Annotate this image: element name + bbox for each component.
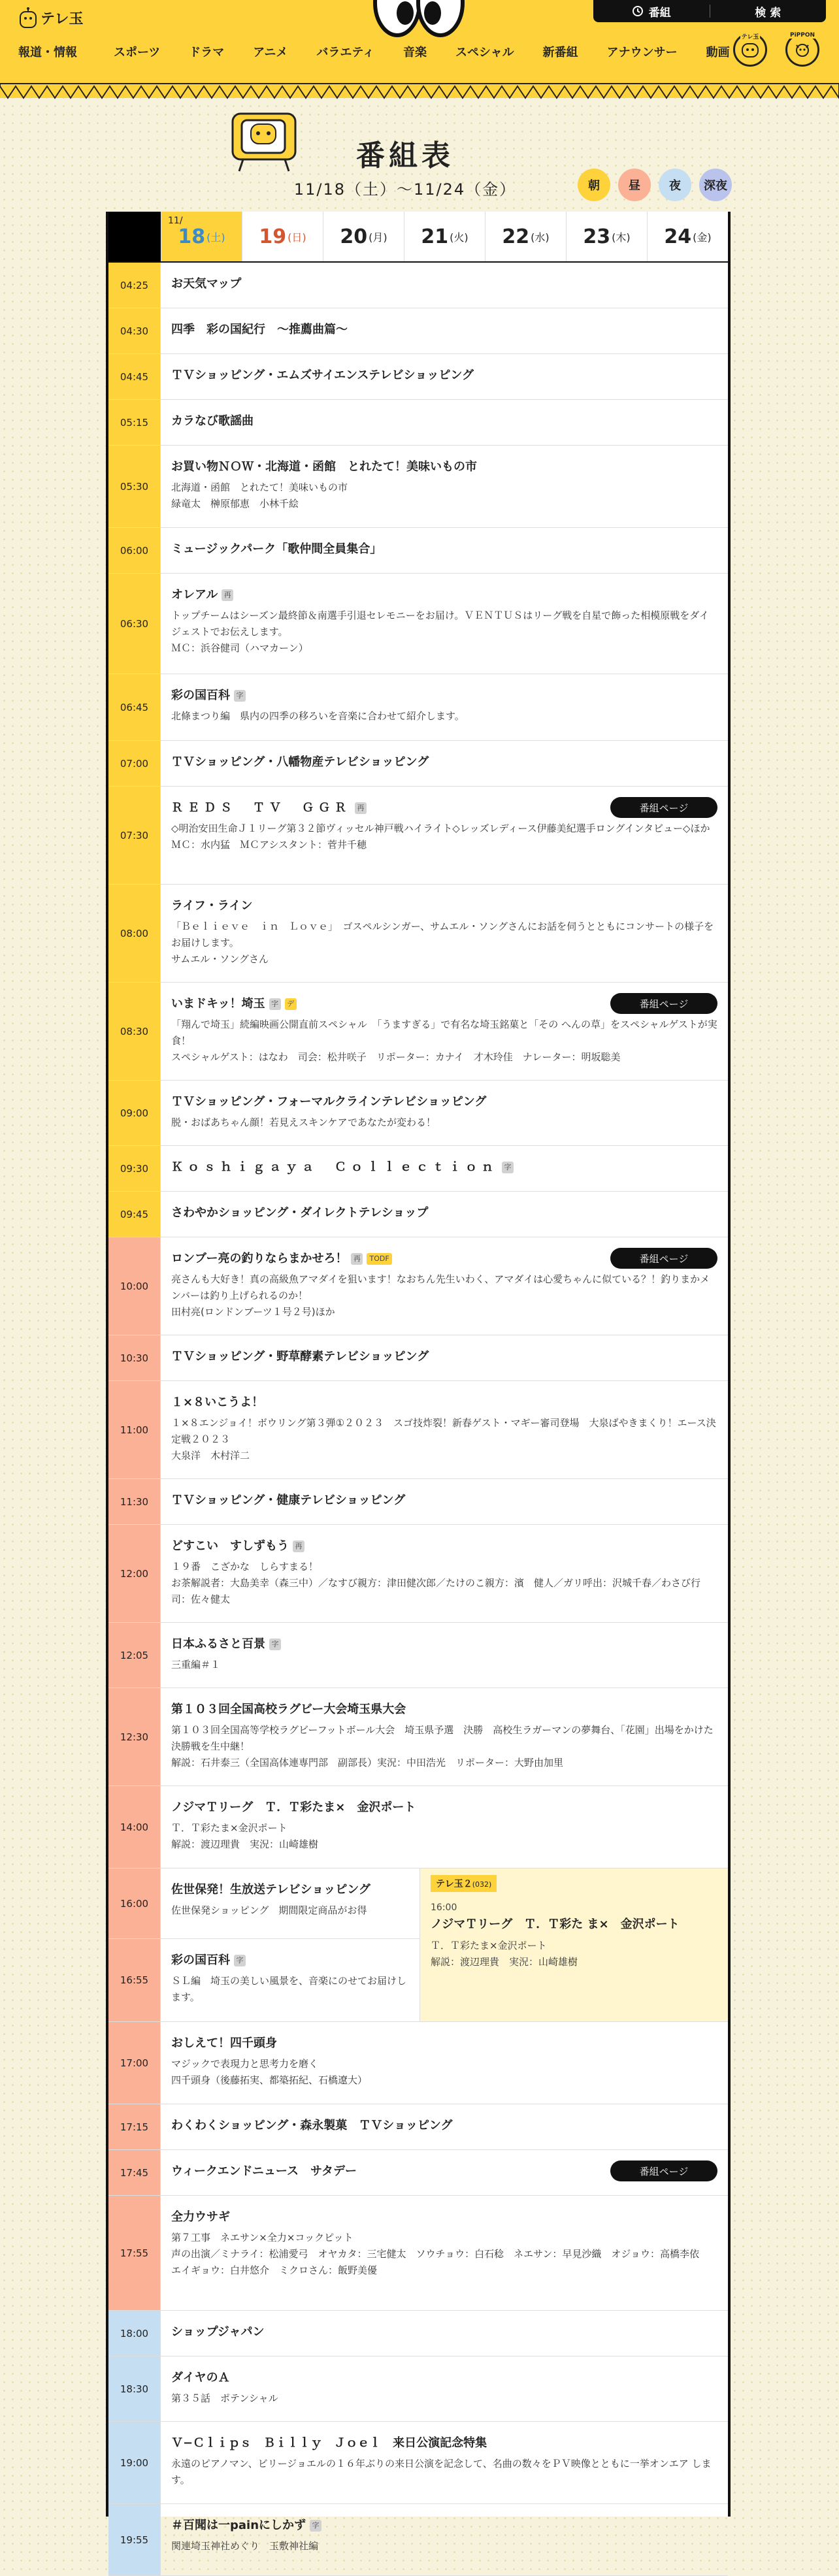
nav-news[interactable]: 報道・情報 <box>18 46 77 59</box>
program-cast: 解説：渡辺理貴 実況：山崎雄樹 <box>171 1838 319 1850</box>
program-time: 04:25 <box>108 263 161 308</box>
program-page-button[interactable]: 番組ページ <box>610 2160 717 2181</box>
nav-videos[interactable]: 動画 <box>706 46 730 59</box>
program-time: 17:00 <box>108 2022 161 2104</box>
program-row[interactable] <box>108 2311 728 2356</box>
teletama-mascot-icon <box>20 7 37 29</box>
time-of-day-filter <box>578 169 732 201</box>
program-title[interactable]: ロンブー亮の釣りならまかせろ！ <box>171 1252 348 1265</box>
program-row[interactable] <box>108 1623 728 1688</box>
pippon-link[interactable] <box>785 33 819 67</box>
program-row[interactable] <box>108 308 728 354</box>
teletama-character-icon <box>740 41 760 58</box>
todf-badge: TODF <box>367 1253 391 1265</box>
program-title[interactable]: ダイヤのＡ <box>171 2371 230 2385</box>
program-time: 19:55 <box>108 2504 161 2575</box>
program-description: 北海道・函館 とれたて！美味いもの市 <box>171 481 348 493</box>
program-row[interactable] <box>108 1525 728 1623</box>
program-time: 06:45 <box>108 674 161 740</box>
program-time: 10:30 <box>108 1335 161 1380</box>
pippon-icon-label: PiPPON <box>789 32 815 39</box>
rerun-badge: 再 <box>222 589 233 601</box>
search-label: 検 索 <box>755 6 781 20</box>
clock-icon <box>632 5 644 17</box>
night-button[interactable]: 夜 <box>659 169 691 201</box>
program-title[interactable]: 全力ウサギ <box>171 2210 230 2224</box>
caption-badge: 字 <box>234 690 246 702</box>
tab-day-of-week: (日) <box>288 231 306 244</box>
program-guide-label: 番組 <box>648 6 671 20</box>
program-time: 16:55 <box>108 1939 161 2021</box>
program-time: 11:00 <box>108 1381 161 1478</box>
program-page-button[interactable]: 番組ページ <box>610 993 717 1014</box>
program-row[interactable] <box>108 787 728 885</box>
program-row[interactable] <box>108 446 728 528</box>
program-cast: 四千頭身（後藤拓実、都築拓紀、石橋遼大） <box>171 2074 368 2086</box>
program-title[interactable]: 日本ふるさと百景 <box>171 1637 265 1651</box>
program-title[interactable]: 四季 彩の国紀行 〜推薦曲篇〜 <box>171 323 348 336</box>
program-row[interactable] <box>108 400 728 446</box>
program-cast: 解説：石井泰三（全国高体連専門部 副部長）実況：中田浩光 リポーター：大野由加里 <box>171 1757 564 1769</box>
program-row[interactable] <box>108 1688 728 1786</box>
caption-badge: 字 <box>502 1162 514 1173</box>
program-time: 09:30 <box>108 1146 161 1191</box>
program-guide-link[interactable] <box>593 3 710 20</box>
subchannel-cast: 解説：渡辺理貴 実況：山崎雄樹 <box>431 1956 578 1968</box>
program-title[interactable]: １×８いこうよ！ <box>171 1395 264 1409</box>
tab-day-number: 20 <box>340 225 368 248</box>
program-title[interactable]: ＴＶショッピング・野草酵素テレビショッピング <box>171 1350 429 1363</box>
program-time: 12:05 <box>108 1623 161 1687</box>
program-title[interactable]: ＴＶショッピング・フォーマルクラインテレビショッピング <box>171 1095 487 1109</box>
tab-day-of-week: (金) <box>693 231 712 244</box>
tab-day-number: 22 <box>502 225 530 248</box>
program-description: 第１０３回全国高等学校ラグビーフットボール大会 埼玉県予選 決勝 高校生ラガーマンの夢舞台、「花園」出場をかけた決勝戦を生中継！ <box>171 1724 714 1752</box>
program-time: 05:30 <box>108 446 161 527</box>
tab-month: 11/ <box>168 216 183 226</box>
program-title[interactable]: Ｋｏｓｈｉｇａｙａ Ｃｏｌｌｅｃｔｉｏｎ <box>171 1160 498 1174</box>
nav-new-programs[interactable]: 新番組 <box>542 46 578 59</box>
site-header <box>0 0 839 98</box>
program-row[interactable] <box>108 1146 728 1192</box>
program-description: Ｔ．Ｔ彩たま×金沢ポート <box>171 1822 288 1834</box>
program-description: 第３５話 ポテンシャル <box>171 2392 278 2404</box>
program-schedule <box>106 212 731 2552</box>
program-description: トップチームはシーズン最終節＆南選手引退セレモニーをお届け。ＶＥＮＴＵＳはリーグ戦を自星で飾った相模原戦をダイジェストでお伝えします。 <box>171 610 709 638</box>
program-row[interactable] <box>108 574 728 674</box>
program-row[interactable] <box>108 2504 728 2576</box>
program-cast: 大泉洋 木村洋二 <box>171 1450 250 1461</box>
caption-badge: 字 <box>269 998 281 1010</box>
tv-mascot-icon <box>230 110 298 174</box>
program-cast: 田村亮(ロンドンブーツ１号２号)ほか <box>171 1306 335 1318</box>
program-page-button[interactable]: 番組ページ <box>610 1248 717 1269</box>
program-time: 16:00 <box>108 1868 161 1938</box>
program-row[interactable] <box>108 1381 728 1479</box>
date-range: 11/18（土）〜11/24（金） <box>293 180 517 199</box>
program-title[interactable]: ＴＶショッピング・エムズサイエンステレビショッピング <box>171 368 474 382</box>
tab-day-of-week: (水) <box>531 231 550 244</box>
nav-variety[interactable]: バラエティ <box>316 46 374 59</box>
subchannel-program[interactable] <box>420 1868 728 2021</box>
tab-day-number: 19 <box>259 225 287 248</box>
program-title[interactable]: 彩の国百科 <box>171 689 230 702</box>
program-row[interactable] <box>108 1868 420 1939</box>
program-title[interactable]: 第１０３回全国高校ラグビー大会埼玉県大会 <box>171 1703 406 1716</box>
program-title[interactable]: 佐世保発！生放送テレビショッピング <box>171 1883 370 1897</box>
tab-day-number: 21 <box>421 225 449 248</box>
tab-day-22[interactable] <box>485 212 566 261</box>
program-row[interactable] <box>108 674 728 741</box>
nav-special[interactable]: スペシャル <box>455 46 514 59</box>
nav-icon-group <box>733 33 819 67</box>
nav-music[interactable]: 音楽 <box>403 46 427 59</box>
split-block <box>108 1868 728 2022</box>
program-title[interactable]: ＃百聞は一painにしかず <box>171 2519 306 2532</box>
program-title[interactable]: ＲＥＤＳ ＴＶ ＧＧＲ <box>171 801 351 815</box>
program-time: 14:00 <box>108 1786 161 1868</box>
tab-day-19[interactable] <box>242 212 323 261</box>
program-description: 「翔んで埼玉」続編映画公開直前スペシャル 「うますぎる」で有名な埼玉銘菓と「その へんの草」をスペシャルゲストが実食！ <box>171 1019 717 1047</box>
tab-day-18[interactable] <box>161 212 242 261</box>
program-time: 08:30 <box>108 983 161 1080</box>
header-zigzag-edge <box>0 84 839 99</box>
tab-day-23[interactable] <box>566 212 647 261</box>
tab-day-of-week: (月) <box>369 231 387 244</box>
program-time: 18:00 <box>108 2311 161 2356</box>
program-row[interactable] <box>108 741 728 787</box>
program-title[interactable]: さわやかショッピング・ダイレクトテレショップ <box>171 1206 429 1220</box>
program-time: 06:00 <box>108 528 161 573</box>
program-title[interactable]: ミュージックパーク「歌仲間全員集合」 <box>171 542 382 556</box>
subchannel-tag <box>431 1875 497 1892</box>
program-row[interactable] <box>108 1081 728 1146</box>
program-description: 脱・おばあちゃん顔！若見えスキンケアであなたが変わる！ <box>171 1117 436 1128</box>
program-row[interactable] <box>108 983 728 1081</box>
program-title[interactable]: わくわくショッピング・森永製菓 ＴＶショッピング <box>171 2119 453 2132</box>
date-tabs <box>108 212 728 263</box>
tab-day-20[interactable] <box>323 212 404 261</box>
program-title[interactable]: Ｖ−Ｃｌｉｐｓ Ｂｉｌｌｙ Ｊｏｅｌ 来日公演記念特集 <box>171 2436 487 2450</box>
subchannel-time: 16:00 <box>431 1902 457 1913</box>
program-time: 04:30 <box>108 308 161 353</box>
program-row[interactable] <box>108 2104 728 2150</box>
program-title[interactable]: カラなび歌謡曲 <box>171 414 254 428</box>
program-description: 「Ｂｅｌｉｅｖｅ ｉｎ Ｌｏｖｅ」 ゴスペルシンガー、サムエル・ソングさんにお話を伺うとともにコンサートの様子をお届けします。 <box>171 921 714 949</box>
morning-button[interactable]: 朝 <box>578 169 610 201</box>
program-description: 永遠のピアノマン、ビリージョエルの１６年ぶりの来日公演を記念して、名曲の数々をＰＶ映像とともに一挙オンエア します。 <box>171 2458 712 2486</box>
program-cast: サムエル・ソングさん <box>171 953 269 965</box>
program-title[interactable]: お買い物ＮＯＷ・北海道・函館 とれたて！美味いもの市 <box>171 460 477 474</box>
tab-day-number: 24 <box>664 225 692 248</box>
program-description: ◇明治安田生命Ｊ１リーグ第３２節ヴィッセル神戸戦ハイライト◇レッズレディース伊藤美紀選手ロングインタビュー◇ほか <box>171 823 710 834</box>
program-description: 佐世保発ショッピング 期間限定商品がお得 <box>171 1904 367 1916</box>
program-time: 09:45 <box>108 1192 161 1237</box>
nav-announcers[interactable]: アナウンサー <box>606 46 678 59</box>
subchannel-description: Ｔ．Ｔ彩たま×金沢ポート <box>431 1940 547 1951</box>
caption-badge: 字 <box>269 1639 281 1650</box>
program-title[interactable]: どすこい すしずもう <box>171 1539 289 1553</box>
program-row[interactable] <box>108 885 728 983</box>
caption-badge: 字 <box>310 2520 321 2532</box>
program-description: 三重編＃１ <box>171 1659 221 1671</box>
program-row[interactable] <box>108 1786 728 1868</box>
program-title[interactable]: いまドキッ！埼玉 <box>171 997 265 1011</box>
nav-anime[interactable]: アニメ <box>253 46 288 59</box>
program-title[interactable]: オレアル <box>171 588 218 602</box>
nav-sports[interactable]: スポーツ <box>114 46 161 59</box>
program-time: 06:30 <box>108 574 161 674</box>
tab-day-of-week: (土) <box>206 231 225 244</box>
program-time: 11:30 <box>108 1479 161 1524</box>
caption-badge: 字 <box>234 1955 246 1966</box>
program-row[interactable] <box>108 1939 420 2021</box>
program-time: 04:45 <box>108 354 161 399</box>
tab-day-of-week: (火) <box>450 231 469 244</box>
program-page-button[interactable]: 番組ページ <box>610 797 717 818</box>
tab-day-24[interactable] <box>647 212 728 261</box>
program-time: 17:15 <box>108 2104 161 2149</box>
rerun-badge: 再 <box>351 1253 363 1265</box>
program-time: 07:00 <box>108 741 161 786</box>
program-time: 09:00 <box>108 1081 161 1145</box>
program-time: 12:00 <box>108 1525 161 1622</box>
tab-day-of-week: (木) <box>612 231 631 244</box>
program-title[interactable]: ライフ・ライン <box>171 899 253 913</box>
program-row[interactable] <box>108 528 728 574</box>
program-row[interactable] <box>108 2422 728 2504</box>
program-description: １×８エンジョイ！ボウリング第３弾①２０２３ スゴ技炸裂！新春ゲスト・マギー審司登場 大泉ばやきまくり！エース決定戦２０２３ <box>171 1417 716 1445</box>
nav-drama[interactable]: ドラマ <box>189 46 225 59</box>
program-cast: 緑竜太 榊原郁恵 小林千絵 <box>171 498 299 510</box>
program-cast: ＭＣ：浜谷健司（ハマカーン） <box>171 642 308 654</box>
logo-text: テレ玉 <box>41 10 84 27</box>
program-time: 12:30 <box>108 1688 161 1785</box>
pippon-character-icon <box>793 41 812 58</box>
program-title[interactable]: お天気マップ <box>171 277 242 291</box>
program-row[interactable] <box>108 1192 728 1237</box>
title-area <box>0 98 839 203</box>
daytime-button[interactable]: 昼 <box>618 169 651 201</box>
program-title[interactable]: 彩の国百科 <box>171 1953 230 1967</box>
rerun-badge: 再 <box>355 802 367 814</box>
tab-day-number: 18 <box>178 225 206 248</box>
program-cast: 声の出演／ミナライ：松浦愛弓 オヤカタ：三宅健太 ソウチョウ：白石稔 ネエサン：早見沙織 オジョウ：高橋李依 エイギョウ：白井悠介 ミクロさん：飯野美優 <box>171 2248 710 2276</box>
program-row[interactable] <box>108 1335 728 1381</box>
main-nav <box>18 43 759 60</box>
program-time: 10:00 <box>108 1237 161 1335</box>
program-title[interactable]: ウィークエンドニュース サタデー <box>171 2164 357 2178</box>
program-description: 北條まつり編 県内の四季の移ろいを音楽に合わせて紹介します。 <box>171 710 465 722</box>
program-title[interactable]: おしえて！四千頭身 <box>171 2036 277 2050</box>
program-row[interactable] <box>108 263 728 308</box>
program-time: 19:00 <box>108 2422 161 2503</box>
program-cast: お茶解説者：大島美幸（森三中）／なすび親方：津田健次郎／たけのこ親方：濱 健人／ガリ呼出：沢城千春／わさび行司：佐々健太 <box>171 1577 701 1605</box>
page-title: 番組表 <box>356 139 454 172</box>
program-description: 亮さんも大好き！真の高級魚アマダイを狙います！なおちん先生いわく、アマダイは心愛ちゃんに似ている？！釣りまかメンバーは釣り上げられるのか！ <box>171 1273 710 1301</box>
program-time: 07:30 <box>108 787 161 884</box>
program-time: 05:15 <box>108 400 161 445</box>
program-title[interactable]: ＴＶショッピング・八幡物産テレビショッピング <box>171 755 429 769</box>
program-cast: ＭＣ：水内猛 ＭＣアシスタント：菅井千穂 <box>171 839 367 851</box>
program-description: 関連埼玉神社めぐり 玉敷神社編 <box>171 2540 319 2552</box>
subchannel-number: (032) <box>472 1880 492 1889</box>
program-title[interactable]: ノジマＴリーグ Ｔ．Ｔ彩たま× 金沢ポート <box>171 1801 416 1814</box>
program-row[interactable] <box>108 2356 728 2422</box>
program-row[interactable] <box>108 1479 728 1525</box>
site-logo[interactable] <box>20 7 84 29</box>
program-description: １９番 こざかな しらすまる！ <box>171 1561 319 1573</box>
rerun-badge: 再 <box>293 1541 304 1552</box>
program-row[interactable] <box>108 2150 728 2196</box>
program-row[interactable] <box>108 2196 728 2311</box>
program-row[interactable] <box>108 354 728 400</box>
program-cast: スペシャルゲスト：はなわ 司会：松井咲子 リポーター：カナイ 才木玲佳 ナレーター：明坂聡美 <box>171 1051 621 1063</box>
program-description: マジックで表現力と思考力を磨く <box>171 2058 319 2070</box>
program-time: 17:55 <box>108 2196 161 2310</box>
program-title[interactable]: ＴＶショッピング・健康テレビショッピング <box>171 1493 406 1507</box>
program-description: ＳＬ編 埼玉の美しい風景を、音楽にのせてお届けします。 <box>171 1975 407 2003</box>
mascot-eyes-icon <box>366 0 470 39</box>
teletama-icon-label: テレ玉 <box>740 32 761 41</box>
program-description: 第７工事 ネエサン×全力×コックピット <box>171 2232 354 2243</box>
program-time: 17:45 <box>108 2150 161 2195</box>
subchannel-name: テレ玉２ <box>436 1879 472 1889</box>
tab-day-number: 23 <box>583 225 611 248</box>
program-row[interactable] <box>108 1237 728 1335</box>
late-night-button[interactable]: 深夜 <box>699 169 732 201</box>
search-link[interactable] <box>710 3 827 20</box>
program-title[interactable]: ショップジャパン <box>171 2325 265 2339</box>
teletama-app-link[interactable] <box>733 33 767 67</box>
subchannel-title[interactable]: ノジマＴリーグ Ｔ．Ｔ彩た ま× 金沢ポート <box>431 1917 680 1931</box>
data-broadcast-badge: デ <box>285 998 297 1010</box>
program-time: 08:00 <box>108 885 161 982</box>
top-utility-bar <box>593 0 826 22</box>
program-row[interactable] <box>108 2022 728 2104</box>
program-time: 18:30 <box>108 2356 161 2421</box>
tab-day-21[interactable] <box>404 212 485 261</box>
